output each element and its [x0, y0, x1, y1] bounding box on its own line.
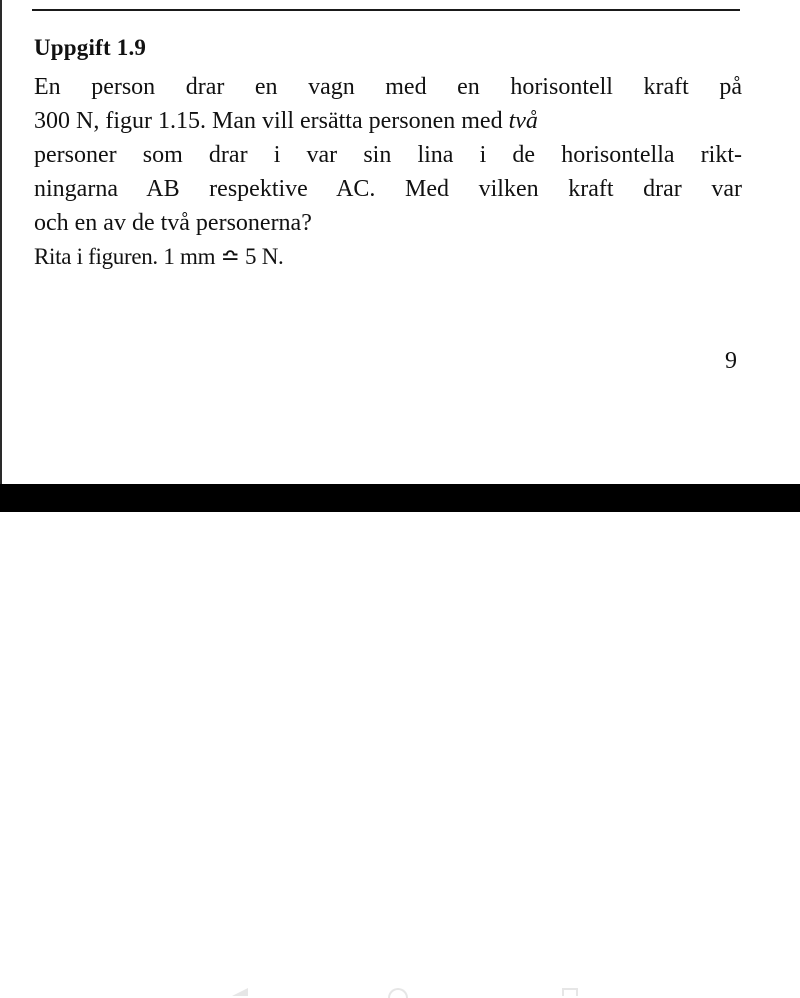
emphasized-word: två [508, 108, 538, 134]
text-line-3: personer som drar i var sin lina i de horisontella rikt- [34, 142, 742, 168]
exercise-title: Uppgift 1.9 [34, 35, 147, 60]
home-icon[interactable] [388, 988, 408, 998]
device-navigation-bar [0, 484, 800, 512]
text-line-4: ningarna AB respektive AC. Med vilken kraft drar var [34, 176, 742, 202]
text-line-6: Rita i figuren. 1 mm ≏ 5 N. [34, 244, 284, 269]
top-divider [32, 9, 740, 11]
text-line-1: En person drar en vagn med en horisontell kraft på [34, 74, 742, 100]
textbook-page [0, 0, 800, 484]
recent-apps-icon[interactable] [562, 988, 578, 996]
back-icon[interactable] [232, 988, 248, 996]
exercise-text [34, 70, 744, 274]
text-line-2-main: 300 N, figur 1.15. Man vill ersätta personen med [34, 108, 509, 134]
text-line-2 [34, 104, 744, 138]
text-line-5: och en av de två personerna? [34, 210, 312, 236]
page-number: 9 [725, 348, 737, 374]
